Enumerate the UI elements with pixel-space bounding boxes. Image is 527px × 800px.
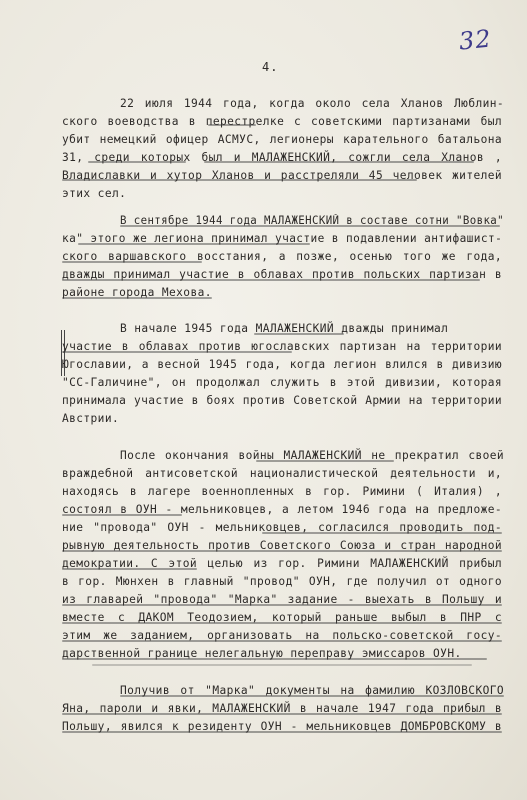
text-line: 22 июля 1944 года, когда около села Хланов Люблин-: [120, 97, 504, 110]
text-line: Югославии, а весной 1945 года, когда легион влился в дивизию: [62, 358, 502, 371]
text-line: этих сел.: [62, 187, 127, 200]
underline-mark: [204, 161, 474, 163]
underline-mark: [78, 243, 310, 245]
underline-mark: [120, 695, 504, 697]
text-line: Австрии.: [62, 412, 120, 425]
underline-mark: [92, 664, 472, 666]
underline-mark: [62, 622, 502, 624]
underline-mark: [62, 261, 202, 263]
text-line: ского воеводства в перестрелке с советскими партизанами был: [62, 115, 502, 128]
archive-page-number: 32: [457, 24, 493, 56]
underline-mark: [62, 279, 480, 281]
text-line: в гор. Мюнхен в главный "провод" ОУН, где получил от одного: [62, 575, 502, 588]
text-line: враждебной антисоветской националистической деятельности и,: [62, 467, 502, 480]
underline-mark: [120, 225, 500, 227]
text-line: дважды принимал участие в облавах против польских партизан в: [62, 268, 502, 281]
underline-mark: [62, 514, 182, 516]
text-line: Владиславки и хутор Хланов и расстреляли 45 человек жителей: [62, 169, 502, 182]
underline-mark: [62, 550, 502, 552]
text-line: принимала участие в боях против Советской Армии на территории: [62, 394, 502, 407]
text-line: вместе с ДАКОМ Теодозием, который раньше выбыл в ПНР с: [62, 611, 502, 624]
text-line: этим же заданием, организовать на польско-советской госу-: [62, 629, 502, 642]
underline-mark: [62, 731, 502, 733]
underline-mark: [262, 532, 502, 534]
underline-mark: [88, 161, 186, 163]
text-line: В сентябре 1944 года МАЛАЖЕНСКИЙ в составе сотни "Вовка": [120, 214, 504, 227]
text-line: ние "провода" ОУН - мельниковцев, согласился проводить под-: [62, 521, 502, 534]
underline-mark: [62, 297, 212, 299]
text-line: районе города Мехова.: [62, 286, 212, 299]
text-line: "СС-Галичине", он продолжал служить в этой дивизии, которая: [62, 376, 502, 389]
text-line: Получив от "Марка" документы на фамилию КОЗЛОВСКОГО: [120, 684, 504, 697]
text-line: После окончания войны МАЛАЖЕНСКИЙ не прекратил своей: [120, 449, 504, 462]
text-line: 31, среди которых был и МАЛАЖЕНСКИЙ, сожгли села Хланов ,: [62, 151, 502, 164]
text-line: демократии. С этой целью из гор. Римини МАЛАЖЕНСКИЙ прибыл: [62, 557, 502, 570]
underline-mark: [62, 351, 292, 353]
text-line: Яна, пароли и явки, МАЛАЖЕНСКИЙ в начале 1947 года прибыл в: [62, 702, 502, 715]
underline-mark: [256, 460, 394, 462]
text-line: рывную деятельность против Советского Союза и стран народной: [62, 539, 502, 552]
underline-mark: [62, 658, 487, 660]
page-number: 4.: [262, 60, 279, 74]
text-line: из главарей "провода" "Марка" задание - выехать в Польшу и: [62, 593, 502, 606]
text-line: ского варшавского восстания, а позже, осенью того же года,: [62, 250, 502, 263]
text-line: дарственной границе нелегальную переправу эмиссаров ОУН.: [62, 647, 462, 660]
underline-mark: [62, 568, 197, 570]
text-line: состоял в ОУН - мельниковцев, а летом 1946 года на предложе-: [62, 503, 502, 516]
text-line: ка" этого же легиона принимал участие в подавлении антифашист-: [62, 232, 503, 245]
underline-mark: [208, 124, 256, 126]
text-line: участие в облавах против югославских партизан на территории: [62, 340, 502, 353]
text-line: В начале 1945 года МАЛАЖЕНСКИЙ дважды принимал: [120, 322, 449, 335]
underline-mark: [62, 604, 502, 606]
text-line: Польшу, явился к резиденту ОУН - мельниковцев ДОМБРОВСКОМУ в: [62, 720, 502, 733]
underline-mark: [62, 713, 502, 715]
text-line: находясь в лагере военнопленных в гор. Римини ( Италия) ,: [62, 485, 502, 498]
underline-mark: [62, 179, 417, 181]
underline-mark: [62, 640, 502, 642]
text-line: убит немецкий офицер АСМУС, легионеры карательного батальона: [62, 133, 502, 146]
underline-mark: [254, 333, 344, 335]
